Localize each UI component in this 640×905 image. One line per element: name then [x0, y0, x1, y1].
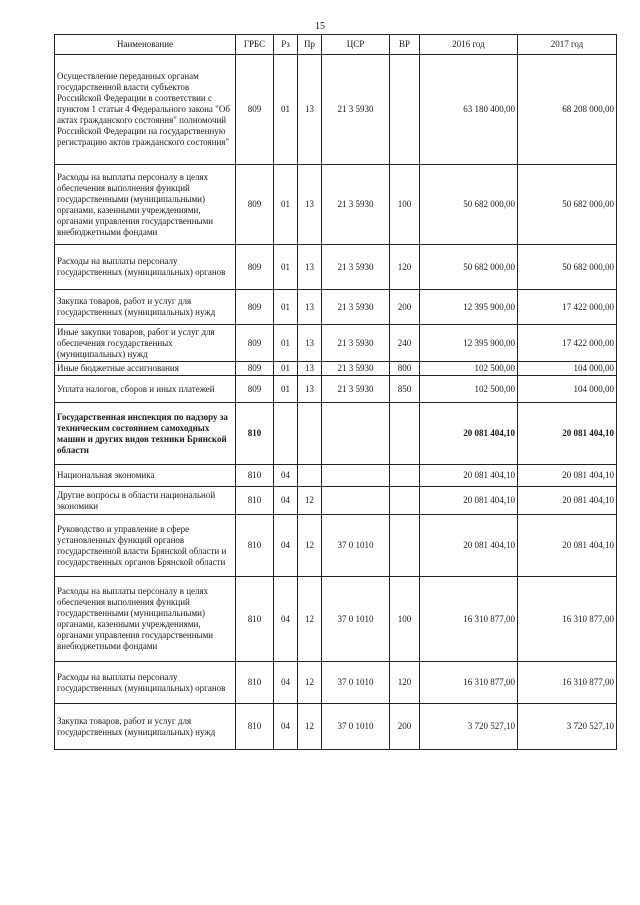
cell-pr: 13: [298, 165, 322, 245]
cell-rz: 04: [274, 487, 298, 515]
cell-rz: 04: [274, 704, 298, 750]
cell-vr: 800: [390, 362, 420, 376]
cell-csr: 21 3 5930: [322, 245, 390, 290]
cell-y2016: 12 395 900,00: [420, 290, 518, 325]
cell-y2016: 20 081 404,10: [420, 403, 518, 465]
cell-vr: [390, 403, 420, 465]
cell-name: Расходы на выплаты персоналу государственных (муниципальных) органов: [55, 662, 236, 704]
cell-csr: [322, 403, 390, 465]
cell-vr: 200: [390, 704, 420, 750]
cell-pr: 13: [298, 325, 322, 362]
cell-rz: 01: [274, 362, 298, 376]
cell-rz: 01: [274, 376, 298, 403]
cell-pr: [298, 403, 322, 465]
cell-rz: 01: [274, 325, 298, 362]
cell-name: Другие вопросы в области национальной экономики: [55, 487, 236, 515]
cell-grbs: 809: [236, 362, 274, 376]
cell-csr: 21 3 5930: [322, 362, 390, 376]
cell-name: Иные закупки товаров, работ и услуг для обеспечения государственных (муниципальных) нужд: [55, 325, 236, 362]
table-body: [55, 55, 617, 750]
cell-y2016: 50 682 000,00: [420, 245, 518, 290]
cell-vr: [390, 465, 420, 487]
cell-y2016: 16 310 877,00: [420, 577, 518, 662]
cell-grbs: 809: [236, 55, 274, 165]
cell-grbs: 809: [236, 376, 274, 403]
cell-vr: 100: [390, 165, 420, 245]
table-row: [55, 55, 617, 165]
cell-name: Уплата налогов, сборов и иных платежей: [55, 376, 236, 403]
header-pr: Пр: [298, 35, 322, 55]
cell-vr: [390, 487, 420, 515]
cell-name: Закупка товаров, работ и услуг для государственных (муниципальных) нужд: [55, 704, 236, 750]
cell-rz: 04: [274, 662, 298, 704]
cell-y2017: 20 081 404,10: [518, 487, 617, 515]
cell-y2017: 50 682 000,00: [518, 165, 617, 245]
cell-vr: 240: [390, 325, 420, 362]
cell-pr: 13: [298, 55, 322, 165]
cell-y2017: 20 081 404,10: [518, 465, 617, 487]
cell-csr: 37 0 1010: [322, 577, 390, 662]
table-row: [55, 515, 617, 577]
cell-csr: 21 3 5930: [322, 376, 390, 403]
cell-csr: 21 3 5930: [322, 290, 390, 325]
cell-y2017: 104 000,00: [518, 362, 617, 376]
cell-name: Расходы на выплаты персоналу в целях обеспечения выполнения функций государственными (муниципальными) органами, казенными учреждениями, органами управления государственными внебюджетными фондами: [55, 577, 236, 662]
header-vr: ВР: [390, 35, 420, 55]
cell-name: Осуществление переданных органам государственной власти субъектов Российской Федерации в соответствии с пунктом 1 статьи 4 Федерального закона "Об актах гражданского состояния" полномочий Российской Федерации на государственную регистрацию актов гражданского состояния": [55, 55, 236, 165]
table-row: [55, 245, 617, 290]
cell-grbs: 810: [236, 515, 274, 577]
table-row: [55, 165, 617, 245]
cell-vr: 850: [390, 376, 420, 403]
table-header-row: [55, 35, 617, 55]
cell-name: Расходы на выплаты персоналу в целях обеспечения выполнения функций государственными (муниципальными) органами, казенными учреждениями, органами управления государственными внебюджетными фондами: [55, 165, 236, 245]
cell-grbs: 810: [236, 487, 274, 515]
cell-y2016: 16 310 877,00: [420, 662, 518, 704]
cell-y2017: 20 081 404,10: [518, 403, 617, 465]
cell-grbs: 810: [236, 403, 274, 465]
cell-grbs: 810: [236, 662, 274, 704]
cell-vr: 100: [390, 577, 420, 662]
cell-vr: 200: [390, 290, 420, 325]
cell-y2016: 63 180 400,00: [420, 55, 518, 165]
cell-y2016: 20 081 404,10: [420, 465, 518, 487]
cell-y2017: 17 422 000,00: [518, 290, 617, 325]
cell-csr: 37 0 1010: [322, 704, 390, 750]
page-number: 15: [315, 21, 325, 32]
cell-y2017: 50 682 000,00: [518, 245, 617, 290]
table-row: [55, 465, 617, 487]
cell-y2016: 12 395 900,00: [420, 325, 518, 362]
table-row: [55, 325, 617, 362]
cell-pr: 13: [298, 290, 322, 325]
cell-name: Закупка товаров, работ и услуг для государственных (муниципальных) нужд: [55, 290, 236, 325]
cell-grbs: 809: [236, 245, 274, 290]
table-row: [55, 362, 617, 376]
cell-name: Расходы на выплаты персоналу государственных (муниципальных) органов: [55, 245, 236, 290]
cell-pr: 13: [298, 376, 322, 403]
cell-name: Иные бюджетные ассигнования: [55, 362, 236, 376]
cell-pr: [298, 465, 322, 487]
cell-y2016: 20 081 404,10: [420, 487, 518, 515]
cell-name: Государственная инспекция по надзору за техническим состоянием самоходных машин и других видов техники Брянской области: [55, 403, 236, 465]
cell-rz: 04: [274, 465, 298, 487]
cell-rz: 04: [274, 577, 298, 662]
cell-pr: 13: [298, 362, 322, 376]
cell-pr: 12: [298, 704, 322, 750]
cell-y2017: 17 422 000,00: [518, 325, 617, 362]
cell-vr: [390, 55, 420, 165]
cell-name: Национальная экономика: [55, 465, 236, 487]
cell-name: Руководство и управление в сфере установленных функций органов государственной власти Брянской области и государственных органов Брянской области: [55, 515, 236, 577]
table-row: [55, 487, 617, 515]
cell-grbs: 809: [236, 325, 274, 362]
header-2016: 2016 год: [420, 35, 518, 55]
table-row: [55, 376, 617, 403]
header-name: Наименование: [55, 35, 236, 55]
cell-y2016: 3 720 527,10: [420, 704, 518, 750]
cell-vr: 120: [390, 662, 420, 704]
table-row: [55, 290, 617, 325]
cell-grbs: 809: [236, 290, 274, 325]
cell-y2017: 16 310 877,00: [518, 577, 617, 662]
cell-csr: 21 3 5930: [322, 165, 390, 245]
header-csr: ЦСР: [322, 35, 390, 55]
table-row: [55, 403, 617, 465]
cell-pr: 12: [298, 487, 322, 515]
cell-csr: [322, 465, 390, 487]
cell-y2016: 102 500,00: [420, 362, 518, 376]
table-row: [55, 704, 617, 750]
cell-grbs: 810: [236, 465, 274, 487]
cell-y2017: 3 720 527,10: [518, 704, 617, 750]
cell-grbs: 810: [236, 704, 274, 750]
cell-csr: 37 0 1010: [322, 515, 390, 577]
cell-y2016: 50 682 000,00: [420, 165, 518, 245]
cell-pr: 12: [298, 515, 322, 577]
budget-table: [54, 34, 617, 750]
cell-y2016: 20 081 404,10: [420, 515, 518, 577]
cell-vr: 120: [390, 245, 420, 290]
cell-pr: 13: [298, 245, 322, 290]
cell-rz: [274, 403, 298, 465]
cell-vr: [390, 515, 420, 577]
cell-y2017: 104 000,00: [518, 376, 617, 403]
cell-csr: 21 3 5930: [322, 55, 390, 165]
cell-csr: 37 0 1010: [322, 662, 390, 704]
cell-rz: 04: [274, 515, 298, 577]
cell-pr: 12: [298, 577, 322, 662]
header-grbs: ГРБС: [236, 35, 274, 55]
cell-rz: 01: [274, 165, 298, 245]
cell-grbs: 809: [236, 165, 274, 245]
cell-rz: 01: [274, 55, 298, 165]
cell-y2017: 16 310 877,00: [518, 662, 617, 704]
cell-grbs: 810: [236, 577, 274, 662]
cell-csr: [322, 487, 390, 515]
cell-pr: 12: [298, 662, 322, 704]
cell-y2017: 20 081 404,10: [518, 515, 617, 577]
cell-rz: 01: [274, 245, 298, 290]
table-row: [55, 577, 617, 662]
cell-y2016: 102 500,00: [420, 376, 518, 403]
cell-csr: 21 3 5930: [322, 325, 390, 362]
header-2017: 2017 год: [518, 35, 617, 55]
cell-y2017: 68 208 000,00: [518, 55, 617, 165]
header-rz: Рз: [274, 35, 298, 55]
cell-rz: 01: [274, 290, 298, 325]
table-row: [55, 662, 617, 704]
